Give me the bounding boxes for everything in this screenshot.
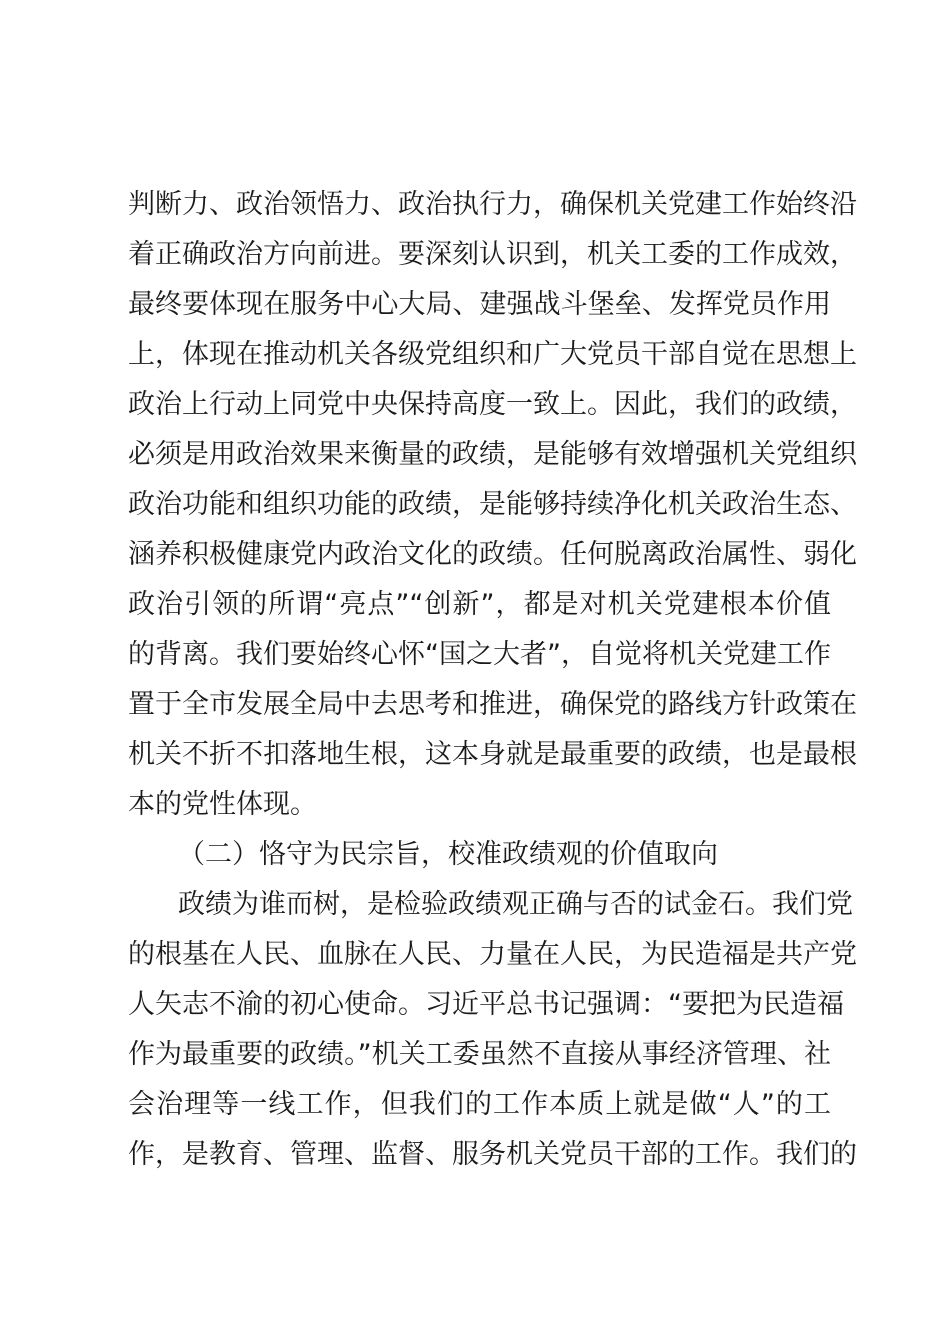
text-line: 上，体现在推动机关各级党组织和广大党员干部自觉在思想上 [128,339,857,370]
text-line: 着正确政治方向前进。要深刻认识到，机关工委的工作成效， [128,239,857,270]
text-line: 置于全市发展全局中去思考和推进，确保党的路线方针政策在 [128,689,857,720]
text-line: 最终要体现在服务中心大局、建强战斗堡垒、发挥党员作用 [128,289,831,320]
text-line: 政治上行动上同党中央保持高度一致上。因此，我们的政绩， [128,389,857,420]
text-line: 判断力、政治领悟力、政治执行力，确保机关党建工作始终沿 [128,189,857,220]
text-line: 的根基在人民、血脉在人民、力量在人民，为民造福是共产党 [128,939,857,970]
text-line: 会治理等一线工作，但我们的工作本质上就是做“人”的工 [128,1089,831,1120]
text-line: 人矢志不渝的初心使命。习近平总书记强调：“要把为民造福 [128,989,844,1020]
text-line: 机关不折不扣落地生根，这本身就是最重要的政绩，也是最根 [128,739,857,770]
text-line: 作为最重要的政绩。”机关工委虽然不直接从事经济管理、社 [128,1039,831,1070]
text-line: 涵养积极健康党内政治文化的政绩。任何脱离政治属性、弱化 [128,539,857,570]
text-line: 的背离。我们要始终心怀“国之大者”，自觉将机关党建工作 [128,639,831,670]
text-line: 作，是教育、管理、监督、服务机关党员干部的工作。我们的 [128,1139,857,1170]
text-line: 本的党性体现。 [128,789,317,820]
text-line: 政治功能和组织功能的政绩，是能够持续净化机关政治生态、 [128,489,857,520]
section-heading: （二）恪守为民宗旨，校准政绩观的价值取向 [178,839,718,870]
text-line: 政绩为谁而树，是检验政绩观正确与否的试金石。我们党 [178,889,853,920]
text-line: 政治引领的所谓“亮点”“创新”，都是对机关党建根本价值 [128,589,831,620]
text-line: 必须是用政治效果来衡量的政绩，是能够有效增强机关党组织 [128,439,857,470]
